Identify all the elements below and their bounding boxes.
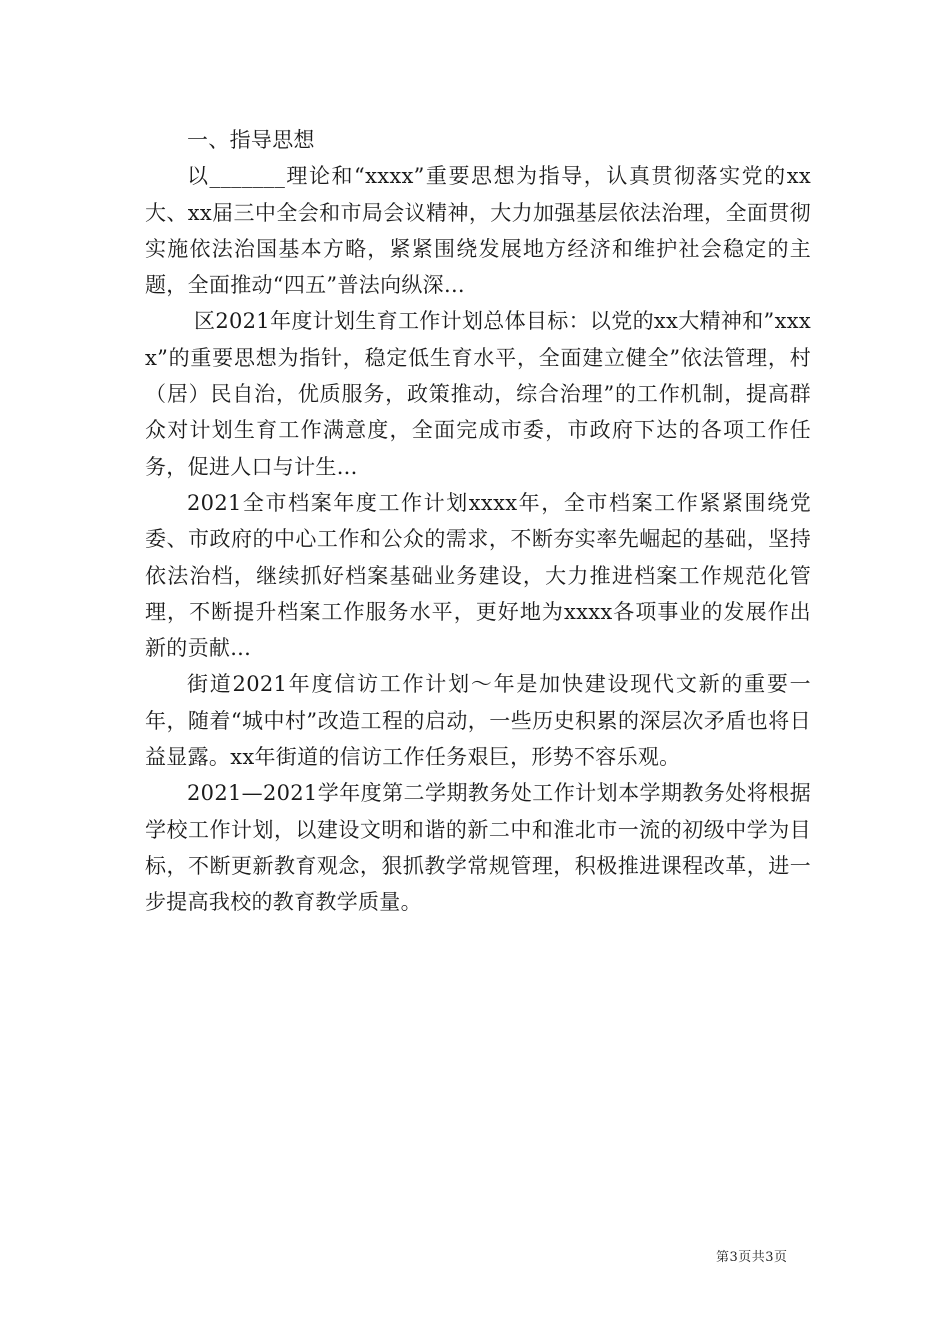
document-body [145, 122, 811, 921]
paragraph-guiding-ideology: 以_______理论和“xxxx”重要思想为指导，认真贯彻落实党的xx大、xx届三中全会和市局会议精神，大力加强基层依法治理，全面贯彻实施依法治国基本方略，紧紧围绕发展地方经济和维护社会稳定的主题，全面推动“四五”普法向纵深... [145, 164, 811, 298]
paragraph-petition-plan: 街道2021年度信访工作计划～年是加快建设现代文新的重要一年，随着“城中村”改造工程的启动，一些历史积累的深层次矛盾也将日益显露。xx年街道的信访工作任务艰巨，形势不容乐观。 [145, 672, 811, 770]
paragraph-family-planning: 区2021年度计划生育工作计划总体目标：以党的xx大精神和”xxxx”的重要思想为指针，稳定低生育水平，全面建立健全”依法管理，村（居）民自治，优质服务，政策推动，综合治理”的工作机制，提高群众对计划生育工作满意度，全面完成市委，市政府下达的各项工作任务，促进人口与计生... [145, 309, 811, 479]
page-number: 第3页共3页 [716, 1250, 788, 1265]
section-heading: 一、指导思想 [187, 128, 315, 152]
paragraph-archives-plan: 2021全市档案年度工作计划xxxx年，全市档案工作紧紧围绕党委、市政府的中心工作和公众的需求，不断夯实率先崛起的基础，坚持依法治档，继续抓好档案基础业务建设，大力推进档案工作规范化管理，不断提升档案工作服务水平，更好地为xxxx各项事业的发展作出新的贡献... [145, 490, 811, 661]
paragraph-academic-affairs-plan: 2021—2021学年度第二学期教务处工作计划本学期教务处将根据学校工作计划，以建设文明和谐的新二中和淮北市一流的初级中学为目标，不断更新教育观念，狠抓教学常规管理，积极推进课程改革，进一步提高我校的教育教学质量。 [145, 781, 811, 915]
